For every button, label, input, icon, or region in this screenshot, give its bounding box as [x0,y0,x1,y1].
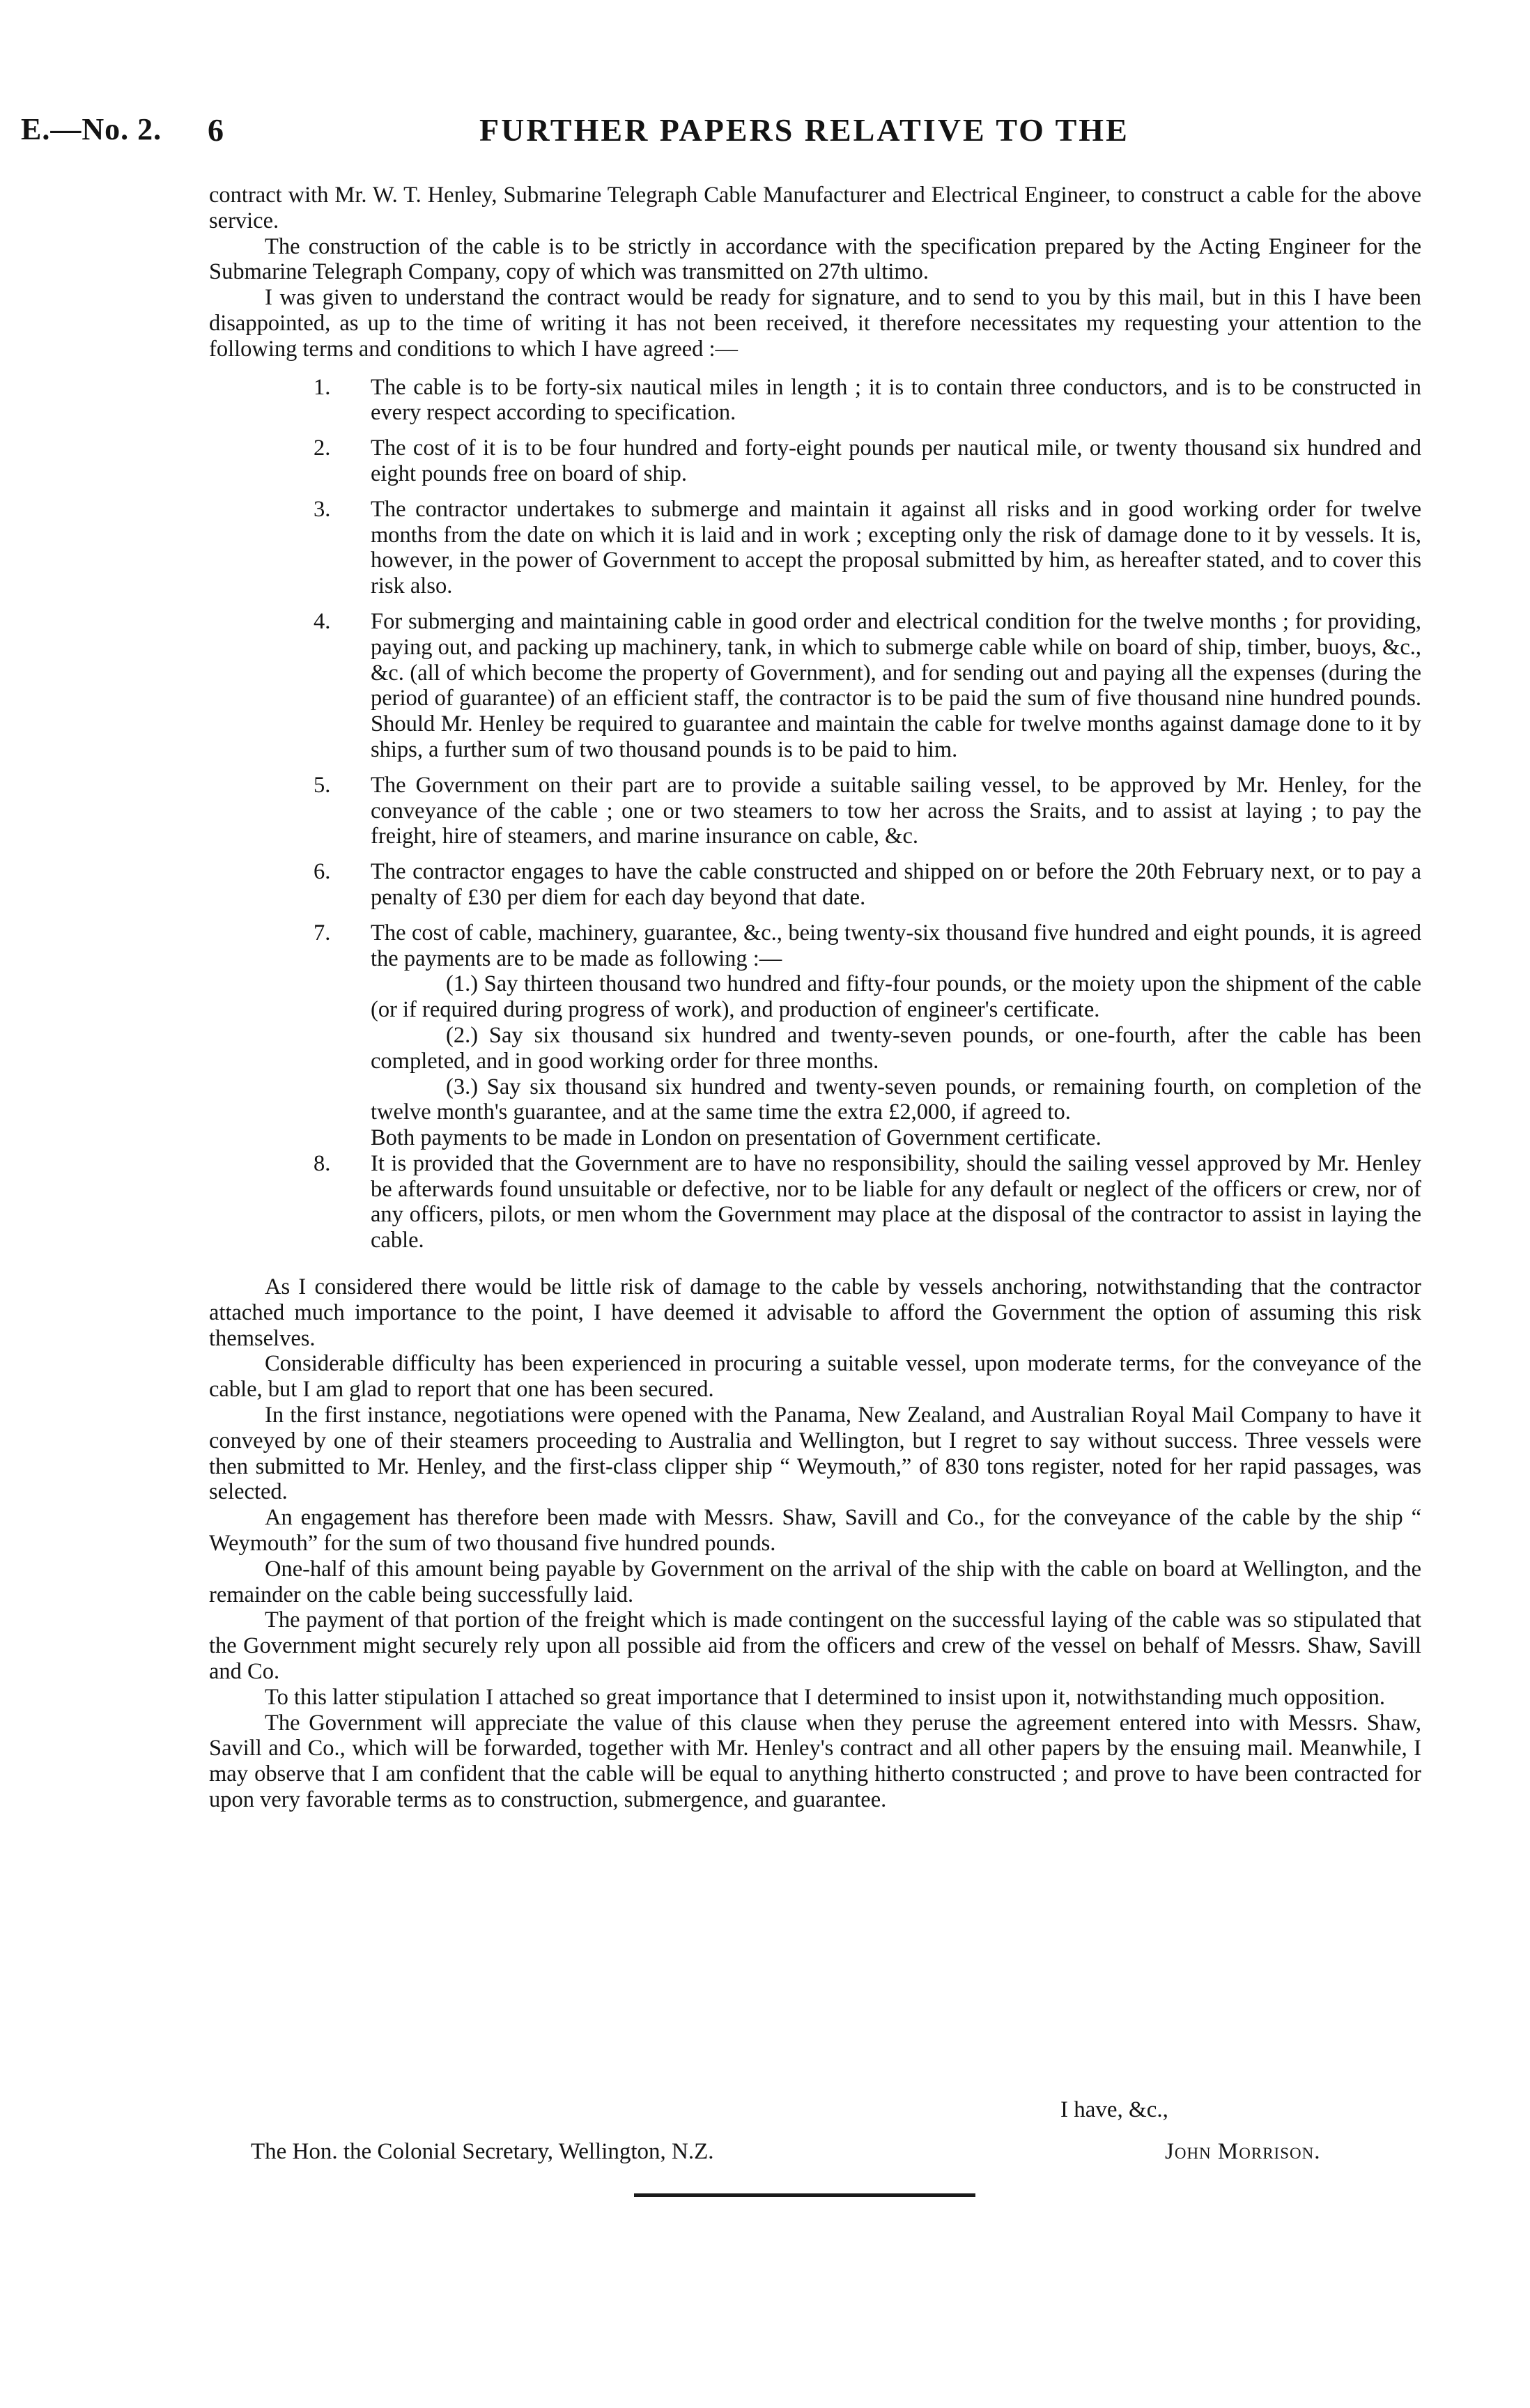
letter-body [209,183,1421,1813]
term-text: The cost of cable, machinery, guarantee, &c., being twenty-six thousand five hundred and eight pounds, it is agreed the payments are to be made as following :— [371,920,1421,971]
term-item [209,920,1421,972]
term-item [209,773,1421,849]
salutation: I have, &c., [1060,2097,1168,2122]
term-item [209,435,1421,487]
term-text: For submerging and maintaining cable in good order and electrical condition for the twelve months ; for providing, paying out, and packing up machinery, tank, in which to submerge cable while on board of ship, timber, buoys, &c., &c. (all of which become the property of Government), and for sending out and paying all the expenses (during the period of guarantee) of an efficient staff, the contractor is to be paid the sum of five thousand nine hundred pounds. Should Mr. Henley be required to guarantee and maintain the cable for twelve months against damage done to it by ships, a further sum of two thousand pounds is to be paid to him. [371,608,1421,762]
page-header [0,111,1530,160]
signature-block [209,2097,1421,2164]
closing-paragraph: The payment of that portion of the freight which is made contingent on the successful laying of the cable was so stipulated that the Government might securely rely upon all possible aid from the officers and crew of the vessel on behalf of Messrs. Shaw, Savill and Co. [209,1607,1421,1685]
signatory-name: John Morrison. [1165,2139,1321,2164]
intro-paragraph: contract with Mr. W. T. Henley, Submarine Telegraph Cable Manufacturer and Electrical Engineer, to construct a cable for the above service. [209,183,1421,233]
term-number: 3. [314,496,331,522]
term-text: The Government on their part are to provide a suitable sailing vessel, to be approved by Mr. Henley, for the conveyance of the cable ; one or two steamers to tow her across the Sraits, and to assist at laying ; to pay the freight, hire of steamers, and marine insurance on cable, &c. [371,772,1421,849]
term-item [209,497,1421,599]
term-number: 8. [314,1150,331,1176]
closing-rule [634,2193,975,2197]
closing-paragraph: Considerable difficulty has been experienced in procuring a suitable vessel, upon moderate terms, for the conveyance of the cable, but I am glad to report that one has been secured. [209,1351,1421,1403]
document-code: E.—No. 2. [21,112,162,146]
payment-item: (2.) Say six thousand six hundred and twenty-seven pounds, or one-fourth, after the cable has been completed, and in good working order for three months. [371,1022,1421,1074]
terms-list [209,375,1421,1254]
term-text: The cable is to be forty-six nautical miles in length ; it is to contain three conductors, and is to be constructed in every respect according to specification. [371,374,1421,426]
term-text: The cost of it is to be four hundred and forty-eight pounds per nautical mile, or twenty thousand six hundred and eight pounds free on board of ship. [371,435,1421,486]
term-number: 6. [314,859,331,885]
payments-note: Both payments to be made in London on presentation of Government certificate. [371,1125,1102,1151]
term-item [209,609,1421,763]
term-text: The contractor engages to have the cable constructed and shipped on or before the 20th February next, or to pay a penalty of £30 per diem for each day beyond that date. [371,859,1421,910]
running-title: FURTHER PAPERS RELATIVE TO THE [479,112,1129,148]
term-number: 5. [314,772,331,798]
closing-paragraph: The Government will appreciate the value of this clause when they peruse the agreement entered into with Messrs. Shaw, Savill and Co., which will be forwarded, together with Mr. Henley's contract and all other papers by the ensuing mail. Meanwhile, I may observe that I am confident that the cable will be equal to anything hitherto constructed ; and prove to have been contracted for upon very favorable terms as to construction, submergence, and guarantee. [209,1710,1421,1813]
payment-item: (3.) Say six thousand six hundred and twenty-seven pounds, or remaining fourth, on completion of the twelve month's guarantee, and at the same time the extra £2,000, if agreed to. [371,1074,1421,1125]
term-number: 4. [314,608,331,634]
term-text: The contractor undertakes to submerge and maintain it against all risks and in good working order for twelve months from the date on which it is laid and in work ; excepting only the risk of damage done to it by vessels. It is, however, in the power of Government to accept the proposal submitted by him, as hereafter stated, and to cover this risk also. [371,496,1421,599]
closing-paragraph: One-half of this amount being payable by Government on the arrival of the ship with the cable on board at Wellington, and the remainder on the cable being successfully laid. [209,1556,1421,1607]
payment-schedule [209,971,1421,1151]
term-text: It is provided that the Government are to have no responsibility, should the sailing vessel approved by Mr. Henley be afterwards found unsuitable or defective, nor to be liable for any default or neglect of the officers or crew, nor of any officers, pilots, or men whom the Government may place at the disposal of the contractor to assist in laying the cable. [371,1150,1421,1253]
closing-paragraph: An engagement has therefore been made with Messrs. Shaw, Savill and Co., for the conveyance of the cable by the ship “ Weymouth” for the sum of two thousand five hundred pounds. [209,1505,1421,1557]
payment-item: (1.) Say thirteen thousand two hundred and fifty-four pounds, or the moiety upon the shipment of the cable (or if required during progress of work), and production of engineer's certificate. [371,971,1421,1023]
intro-paragraph: The construction of the cable is to be strictly in accordance with the specification prepared by the Acting Engineer for the Submarine Telegraph Company, copy of which was transmitted on 27th ultimo. [209,233,1421,285]
term-number: 7. [314,920,331,946]
page-number: 6 [208,112,224,148]
intro-paragraph: I was given to understand the contract would be ready for signature, and to send to you by this mail, but in this I have been disappointed, as up to the time of writing it has not been received, it therefore necessitates my requesting your attention to the following terms and conditions to which I have agreed :— [209,285,1421,362]
closing-paragraph: To this latter stipulation I attached so great importance that I determined to insist upon it, notwithstanding much opposition. [265,1684,1385,1710]
term-item [209,375,1421,426]
term-item [209,1151,1421,1253]
term-number: 1. [314,374,331,400]
closing-paragraph: As I considered there would be little risk of damage to the cable by vessels anchoring, notwithstanding that the contractor attached much importance to the point, I have deemed it advisable to afford the Government the option of assuming this risk themselves. [209,1274,1421,1351]
term-item [209,859,1421,911]
term-number: 2. [314,435,331,461]
closing-section [209,1274,1421,1813]
addressee: The Hon. the Colonial Secretary, Wellington, N.Z. [251,2139,714,2164]
closing-paragraph: In the first instance, negotiations were opened with the Panama, New Zealand, and Australian Royal Mail Company to have it conveyed by one of their steamers proceeding to Australia and Wellington, but I regret to say without success. Three vessels were then submitted to Mr. Henley, and the first-class clipper ship “ Weymouth,” of 830 tons register, noted for her rapid passages, was selected. [209,1403,1421,1505]
